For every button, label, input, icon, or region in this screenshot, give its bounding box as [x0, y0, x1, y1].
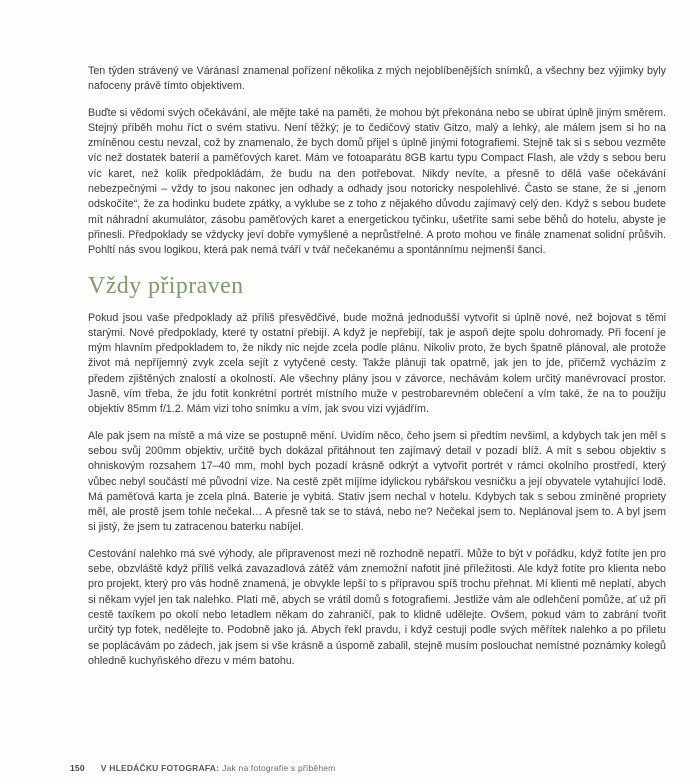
chapter-title: Jak na fotografie s příběhem — [222, 763, 336, 773]
page-footer — [70, 763, 335, 773]
intro-paragraph-1: Ten týden strávený ve Váránasí znamenal pořízení několika z mých nejoblíbenějších snímků, a všechny bez výjimky byly nafoceny právě tímto objektivem. — [88, 65, 666, 93]
page-number: 150 — [70, 763, 85, 773]
page-text-block — [88, 64, 666, 680]
section-heading: Vždy připraven — [88, 272, 244, 299]
intro-paragraph-2: Buďte si vědomi svých očekávání, ale mějte také na paměti, že mohou být překonána nebo se ubírat úplně jiným směrem. Stejný příběh mohu říct o svém stativu. Není těžký; je to čedičový stativ Gitzo, malý a lehký, ale málem jsem si ho na zmíněnou cestu nevzal, což by znamenalo, že bych domů přijel s úplně jinými fotografiemi. Stejně tak si s sebou vezměte víc než dostatek baterií a paměťových karet. Mám ve fotoaparátu 8GB kartu typu Compact Flash, ale vždy s sebou beru víc karet, než kolik předpokládám, že budu na den potřebovat. Nikdy nevíte, a přesně to dělá vaše očekávání nebezpečnými – vždy to jsou nakonec jen odhady a odhady jsou notoricky nespolehlivé. Často se stane, že si „jenom odskočíte“, že za hodinku budete zpátky, a vyklube se z toho z nějakého důvodu zajímavý celý den. Když s sebou budete mít náhradní akumulátor, zásobu paměťových karet a energetickou tyčinku, ušetříte sami sebe běhů do hotelu, abyste je přinesli. Předpoklady se vždycky jeví dobře vymyšlené a neprůstřelné. A proto mohou ve finále znamenat solidní průšvih. Pohltí nás svou logikou, která pak nemá tváří v tvář nečekanému a spontánnímu nejmenší šanci. — [88, 106, 666, 257]
section-paragraph-1: Pokud jsou vaše předpoklady až příliš přesvědčivé, bude možná jednodušší vytvořit si úplně nové, než bojovat s těmi starými. Nové předpoklady, které ty ostatní přebijí. A když je nepřebijí, tak je aspoň dejte spolu dohromady. Při focení je mým hlavním předpokladem to, že nikdy nic nejde zcela podle plánu. Nikoliv proto, že bych špatně plánoval, ale protože život má nepříjemný zvyk zcela sejít z vytyčené cesty. Takže plánuji tak opatrně, jak jen to jde, přičemž vycházím z předem zjištěných znalostí a okolností. Ale všechny plány jsou v závorce, nechávám kolem určitý manévrovací prostor. Jasně, vím třeba, že jdu fotit konkrétní portrét místního muže v pestrobarevném oblečení a vím také, že na to použiju objektiv 85mm f/1.2. Mám vizi toho snímku a vím, jak svou vizi vyjádřím. — [88, 311, 666, 416]
section-paragraph-2: Ale pak jsem na místě a má vize se postupně mění. Uvidím něco, čeho jsem si předtím nevšiml, a kdybych tak jen měl s sebou svůj 200mm objektiv, určitě bych dokázal přitáhnout ten zajímavý detail v pozadí blíž. A mít s sebou objektiv s ohniskovým rozsahem 17–40 mm, mohl bych pozadí krásně odkrýt a vytvořit portrét v rámci okolního prostředí, který vůbec nebyl součástí mé původní vize. Na cestě zpět míjíme idylickou rybářskou vesničku a její obyvatele vytahující lodě. Má paměťová karta je zcela plná. Baterie je vybitá. Stativ jsem nechal v hotelu. Kdybych tak s sebou zmíněné propriety měl, ale prostě jsem tohle nečekal… A přesně tak se to stává, nebo ne? Nečekal jsem to. Neplánoval jsem to. A byl jsem si jistý, že jsem tu zatracenou baterku nabíjel. — [88, 429, 666, 534]
section-paragraph-3: Cestování nalehko má své výhody, ale připravenost mezi ně rozhodně nepatří. Může to být v pořádku, když fotíte jen pro sebe, obzvláště když příliš velká zavazadlová zátěž vám znemožní nafotit jiné příležitosti. Ale když fotíte pro klienta nebo pro projekt, který pro vás hodně znamená, je obvykle lepší to s přípravou spíš trochu přehnat. Mí klienti mě neplatí, abych si někam vyjel jen tak nalehko. Platí mě, abych se vrátil domů s fotografiemi. Jestliže vám ale odlehčení pomůže, ať už při cestě taxíkem po okolí nebo letadlem někam do zahraničí, pak to klidně udělejte. Ovšem, pokud vám to zabrání tvořit určitý typ fotek, nedělejte to. Podobně jako já. Abych řekl pravdu, i když cestuji podle svých měřítek nalehko a po příletu se poplácávám po zádech, jak jsem si vše krásně a úsporně zabalil, stejně musím poslouchat nemístné poznámky kolegů ohledně kuchyňského dřezu v mém batohu. — [88, 547, 666, 667]
book-title: V HLEDÁČKU FOTOGRAFA: — [100, 763, 220, 773]
